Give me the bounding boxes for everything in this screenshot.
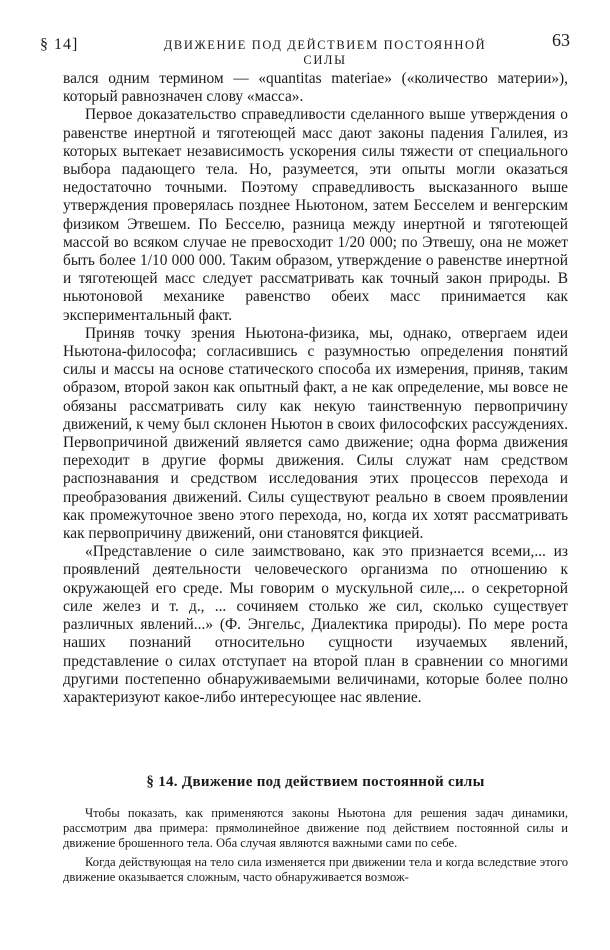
paragraph: Приняв точку зрения Ньютона-физика, мы, однако, отвергаем идеи Ньютона-философа; согласившись с разумностью определения понятий силы и массы на основе статического способа их измерения, приняв, таким образом, второй закон как опытный факт, а не как определение, мы вовсе не обязаны рассматривать силу как некую таинственную первопричину движений, к чему был склонен Ньютон в своих философских рассуждениях. Первопричиной движений является само движение; одна форма движения переходит в другие формы движения. Силы служат нам средством распознавания и средством исследования этих процессов перехода и преобразования движений. Силы существуют реально в своем проявлении как промежуточное звено этого перехода, но, когда их хотят рассматривать как первопричину движений, они становятся фикцией. (63, 324, 568, 543)
main-text (63, 70, 568, 707)
page-number: 63 (552, 30, 570, 50)
header-section-ref: § 14] (40, 36, 79, 53)
paragraph-quote: «Представление о силе заимствовано, как это признается всеми,... из проявлений деятельности человеческого организма по отношению к окружающей его среде. Мы говорим о мускульной силе,... о секреторной силе желез и т. д., ... сочиняем столько же сил, сколько существует различных явлений...» (Ф. Энгельс, Диалектика природы). По мере роста наших познаний относительно сущности изучаемых явлений, представление о силах отступает на второй план в сравнении со многими другими постепенно обнаруживаемыми величинами, которые более полно характеризуют какое-либо интересующее нас явление. (63, 543, 568, 706)
paragraph: Первое доказательство справедливости сделанного выше утверждения о равенстве инертной и тяготеющей масс дают законы падения Галилея, из которых вытекает независимость ускорения силы тяжести от специального выбора падающего тела. Но, разумеется, эти опыты могли оказаться недостаточно точными. Поэтому справедливость высказанного выше утверждения проверялась позднее Ньютоном, затем Бесселем и венгерским физиком Этвешем. По Бесселю, разница между инертной и тяготеющей массой во всяком случае не превосходит 1/20 000; по Этвешу, она не может быть более 1/10 000 000. Таким образом, утверждение о равенстве инертной и тяготеющей масс следует рассматривать как точный закон природы. В ньютоновой механике равенство обеих масс принимается как экспериментальный факт. (63, 106, 568, 324)
page-header (40, 30, 570, 67)
paragraph-small: Чтобы показать, как применяются законы Ньютона для решения задач динамики, рассмотрим два примера: прямолинейное движение под действием постоянной силы и движение брошенного тела. Оба случая являются важными сами по себе. (63, 806, 568, 850)
section-heading: § 14. Движение под действием постоянной силы (146, 774, 485, 790)
running-title: ДВИЖЕНИЕ ПОД ДЕЙСТВИЕМ ПОСТОЯННОЙ СИЛЫ (163, 38, 487, 67)
paragraph-continuation: вался одним термином — «quantitas materiae» («количество материи»), который равнозначен слову «масса». (63, 70, 568, 106)
paragraph-small: Когда действующая на тело сила изменяется при движении тела и когда вследствие этого движение оказывается сложным, часто обнаруживается возмож- (63, 855, 568, 884)
section-intro-text (63, 806, 568, 885)
